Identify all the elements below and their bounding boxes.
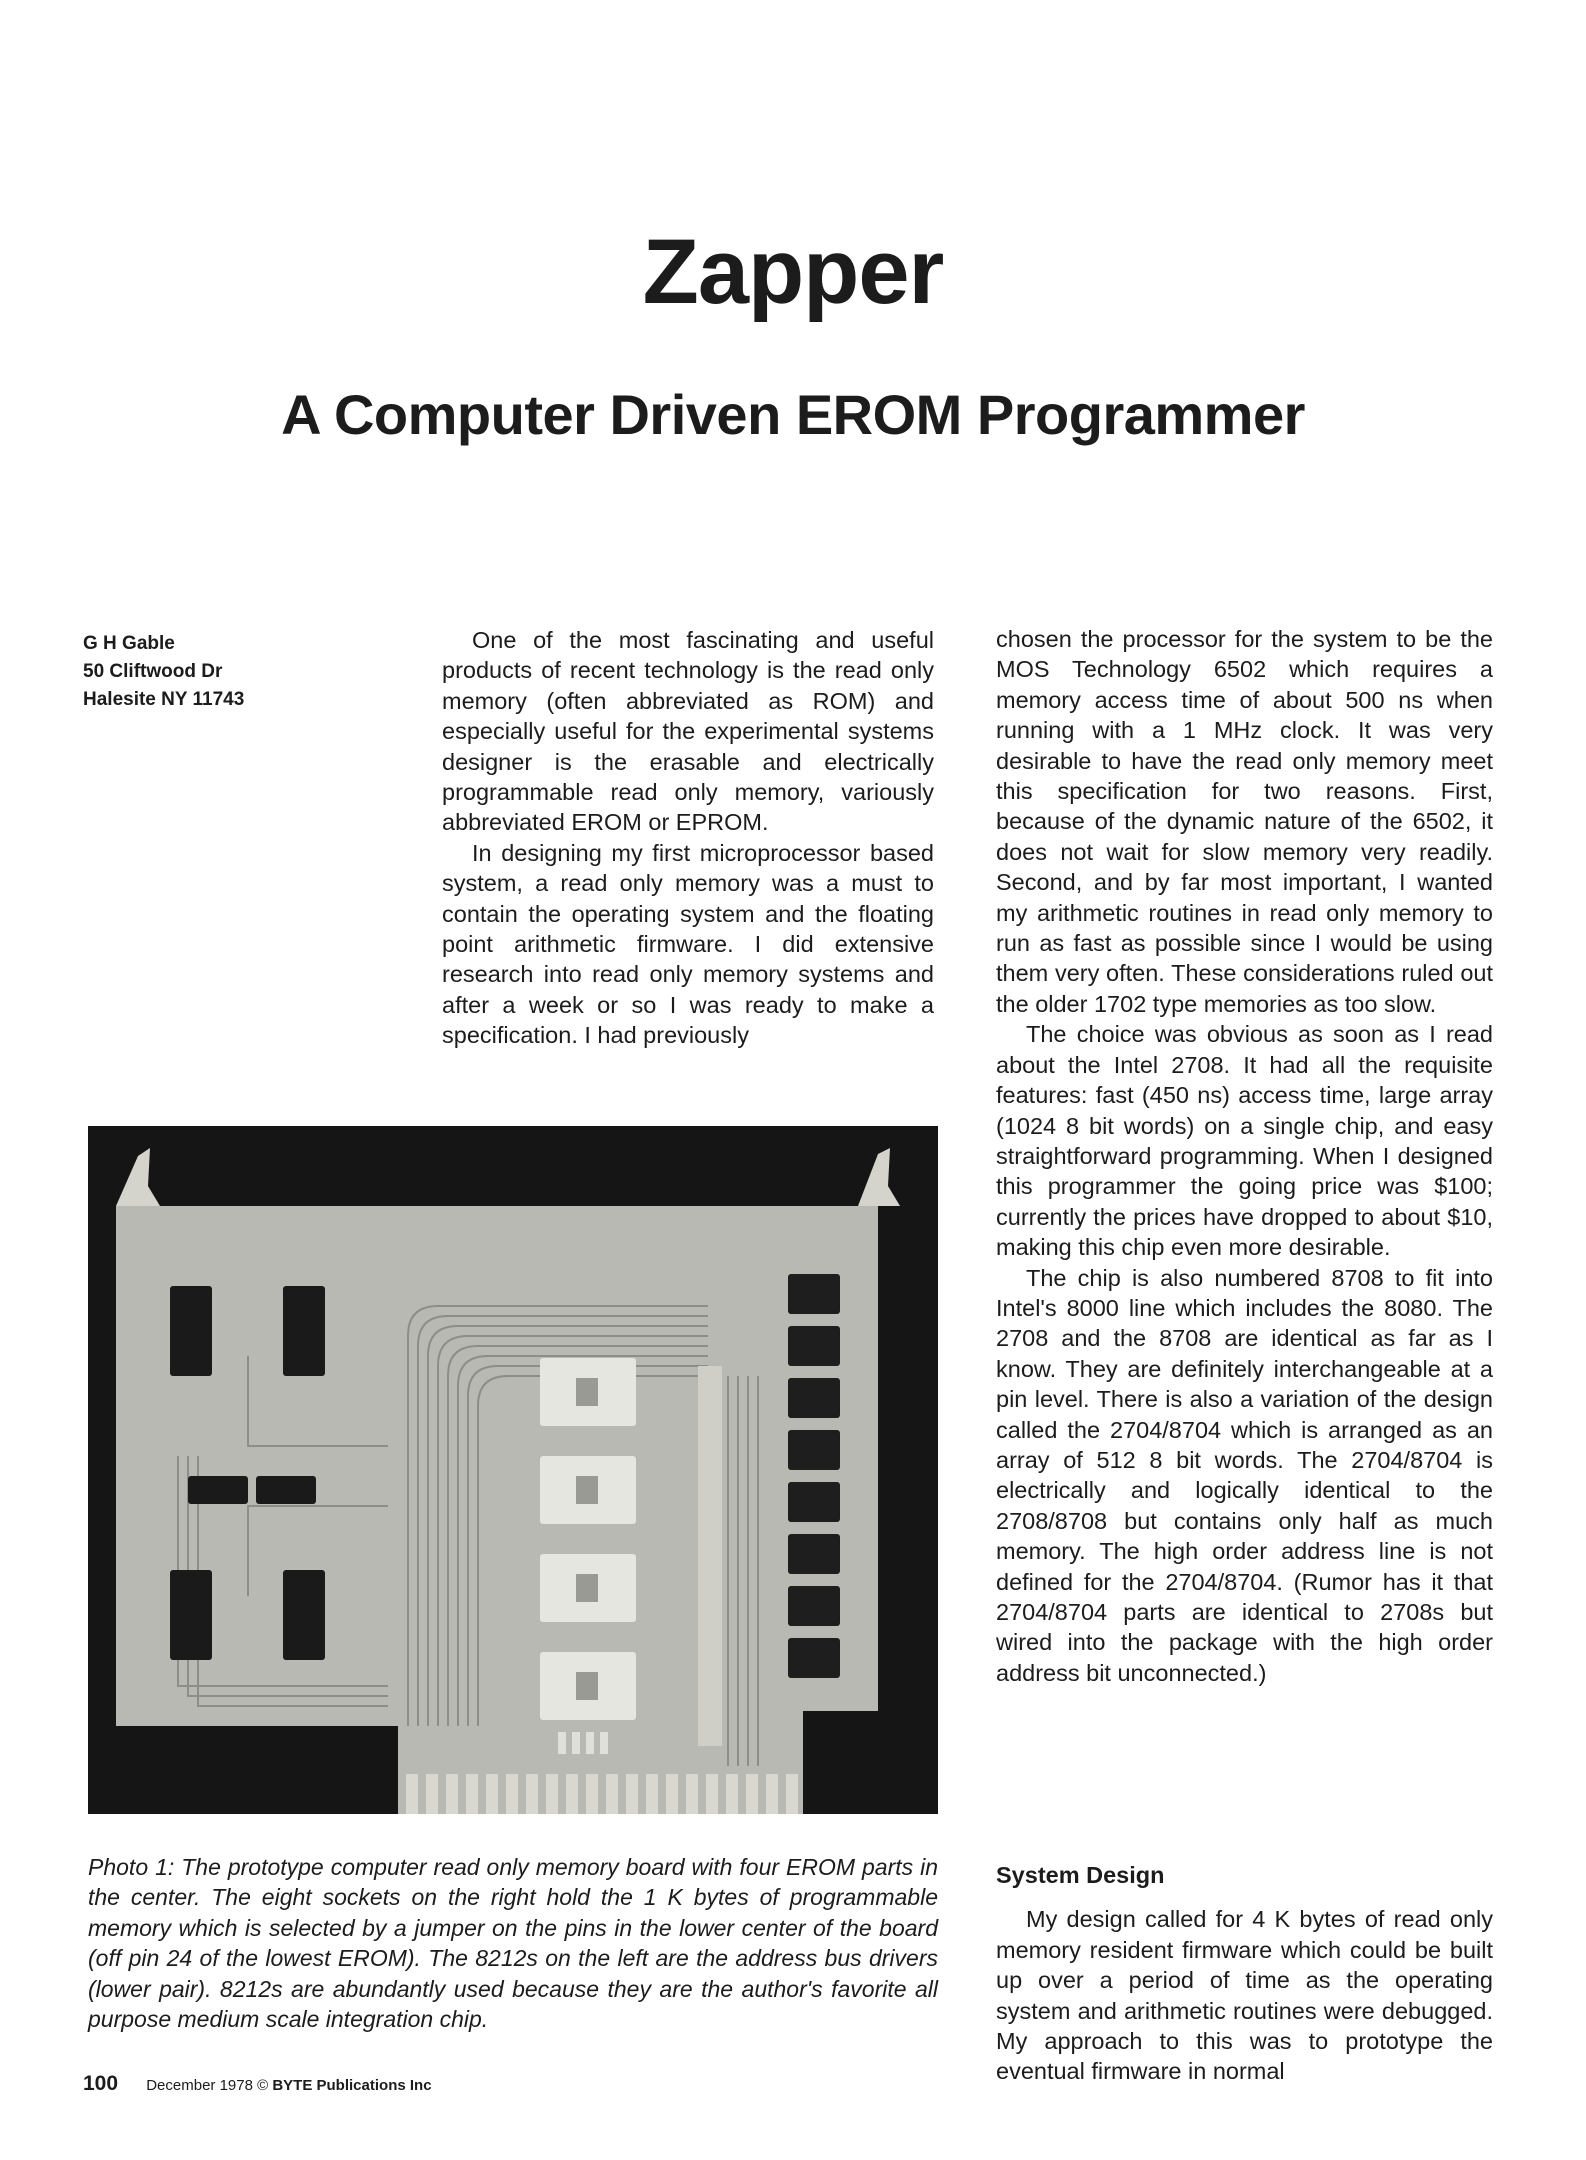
author-street: 50 Cliftwood Dr [83, 661, 223, 682]
author-block [83, 630, 343, 714]
section-heading: System Design [996, 1862, 1165, 1888]
paragraph-5: My design called for 4 K bytes of read only memory resident firmware which could be built up over a period of time as the operating system and arithmetic routines were debugged. My approach to this was to prototype the eventual firmware in normal [996, 1906, 1493, 2085]
paragraph-2-continued: chosen the processor for the system to be the MOS Technology 6502 which requires a memory access time of about 500 ns when running with a 1 MHz clock. It was very desirable to have the read only memory meet this specification for two reasons. First, because of the dynamic nature of the 6502, it does not wait for slow memory very readily. Second, and by far most important, I wanted my arithmetic routines in read only memory to run as fast as possible since I would be using them very often. These considerations ruled out the older 1702 type memories as too slow. [996, 626, 1493, 1017]
body-column-middle [442, 625, 934, 1051]
article-subtitle: A Computer Driven EROM Programmer [281, 383, 1305, 446]
paragraph-4: The chip is also numbered 8708 to fit into Intel's 8000 line which includes the 8080. The 2708 and the 8708 are identical as far as I know. They are definitely interchangeable at a pin level. There is also a variation of the design called the 2704/8704 which is arranged as an array of 512 8 bit words. The 2704/8704 is electrically and logically identical to the 2708/8708 but contains only half as much memory. The high order address line is not defined for the 2704/8704. (Rumor has it that 2704/8704 parts are identical to 2708s but wired into the package with the high order address bit unconnected.) [996, 1264, 1493, 1686]
author-city: Halesite NY 11743 [83, 689, 245, 710]
bus-bar [698, 1366, 722, 1746]
page-number: 100 [83, 2072, 119, 2095]
footer-publisher: BYTE Publications Inc [272, 2077, 432, 2094]
circuit-board-illustration [88, 1126, 938, 1814]
paragraph-3: The choice was obvious as soon as I read about the Intel 2708. It had all the requisite features: fast (450 ns) access time, large array (1024 8 bit words) on a single chip, and easy straightforward programming. When I designed this programmer the going price was $100; currently the prices have dropped to about $10, making this chip even more desirable. [996, 1021, 1493, 1261]
body-column-right-lower [996, 1860, 1493, 2087]
ejector-tab-left [116, 1148, 160, 1206]
footer-date: December 1978 © [146, 2077, 273, 2094]
chip-8212-bottom-right [283, 1570, 325, 1660]
chip-8212-top-left [170, 1286, 212, 1376]
chip-8212-bottom-left [170, 1570, 212, 1660]
chip-small-right [256, 1476, 316, 1504]
chip-small-left [188, 1476, 248, 1504]
body-column-right [996, 624, 1493, 1688]
circuit-board-photo [88, 1126, 938, 1814]
article-title: Zapper [642, 221, 944, 323]
page-footer [83, 2072, 432, 2096]
author-name: G H Gable [83, 633, 175, 654]
paragraph-1: One of the most fascinating and useful products of recent technology is the read only memory (often abbreviated as ROM) and especially useful for the experimental systems designer is the erasable and electrically programmable read only memory, variously abbreviated EROM or EPROM. [442, 627, 934, 836]
paragraph-2: In designing my first microprocessor based system, a read only memory was a must to contain the operating system and the floating point arithmetic firmware. I did extensive research into read only memory systems and after a week or so I was ready to make a specification. I had previously [442, 839, 934, 1049]
photo-caption: Photo 1: The prototype computer read only memory board with four EROM parts in the center. The eight sockets on the right hold the 1 K bytes of programmable memory which is selected by a jumper on the pins in the lower center of the board (off pin 24 of the lowest EROM). The 8212s on the left are the address bus drivers (lower pair). 8212s are abundantly used because they are the author's favorite all purpose medium scale integration chip. [88, 1854, 938, 2033]
chip-8212-top-right [283, 1286, 325, 1376]
pcb-board [116, 1206, 878, 1814]
ejector-tab-right [858, 1148, 900, 1206]
